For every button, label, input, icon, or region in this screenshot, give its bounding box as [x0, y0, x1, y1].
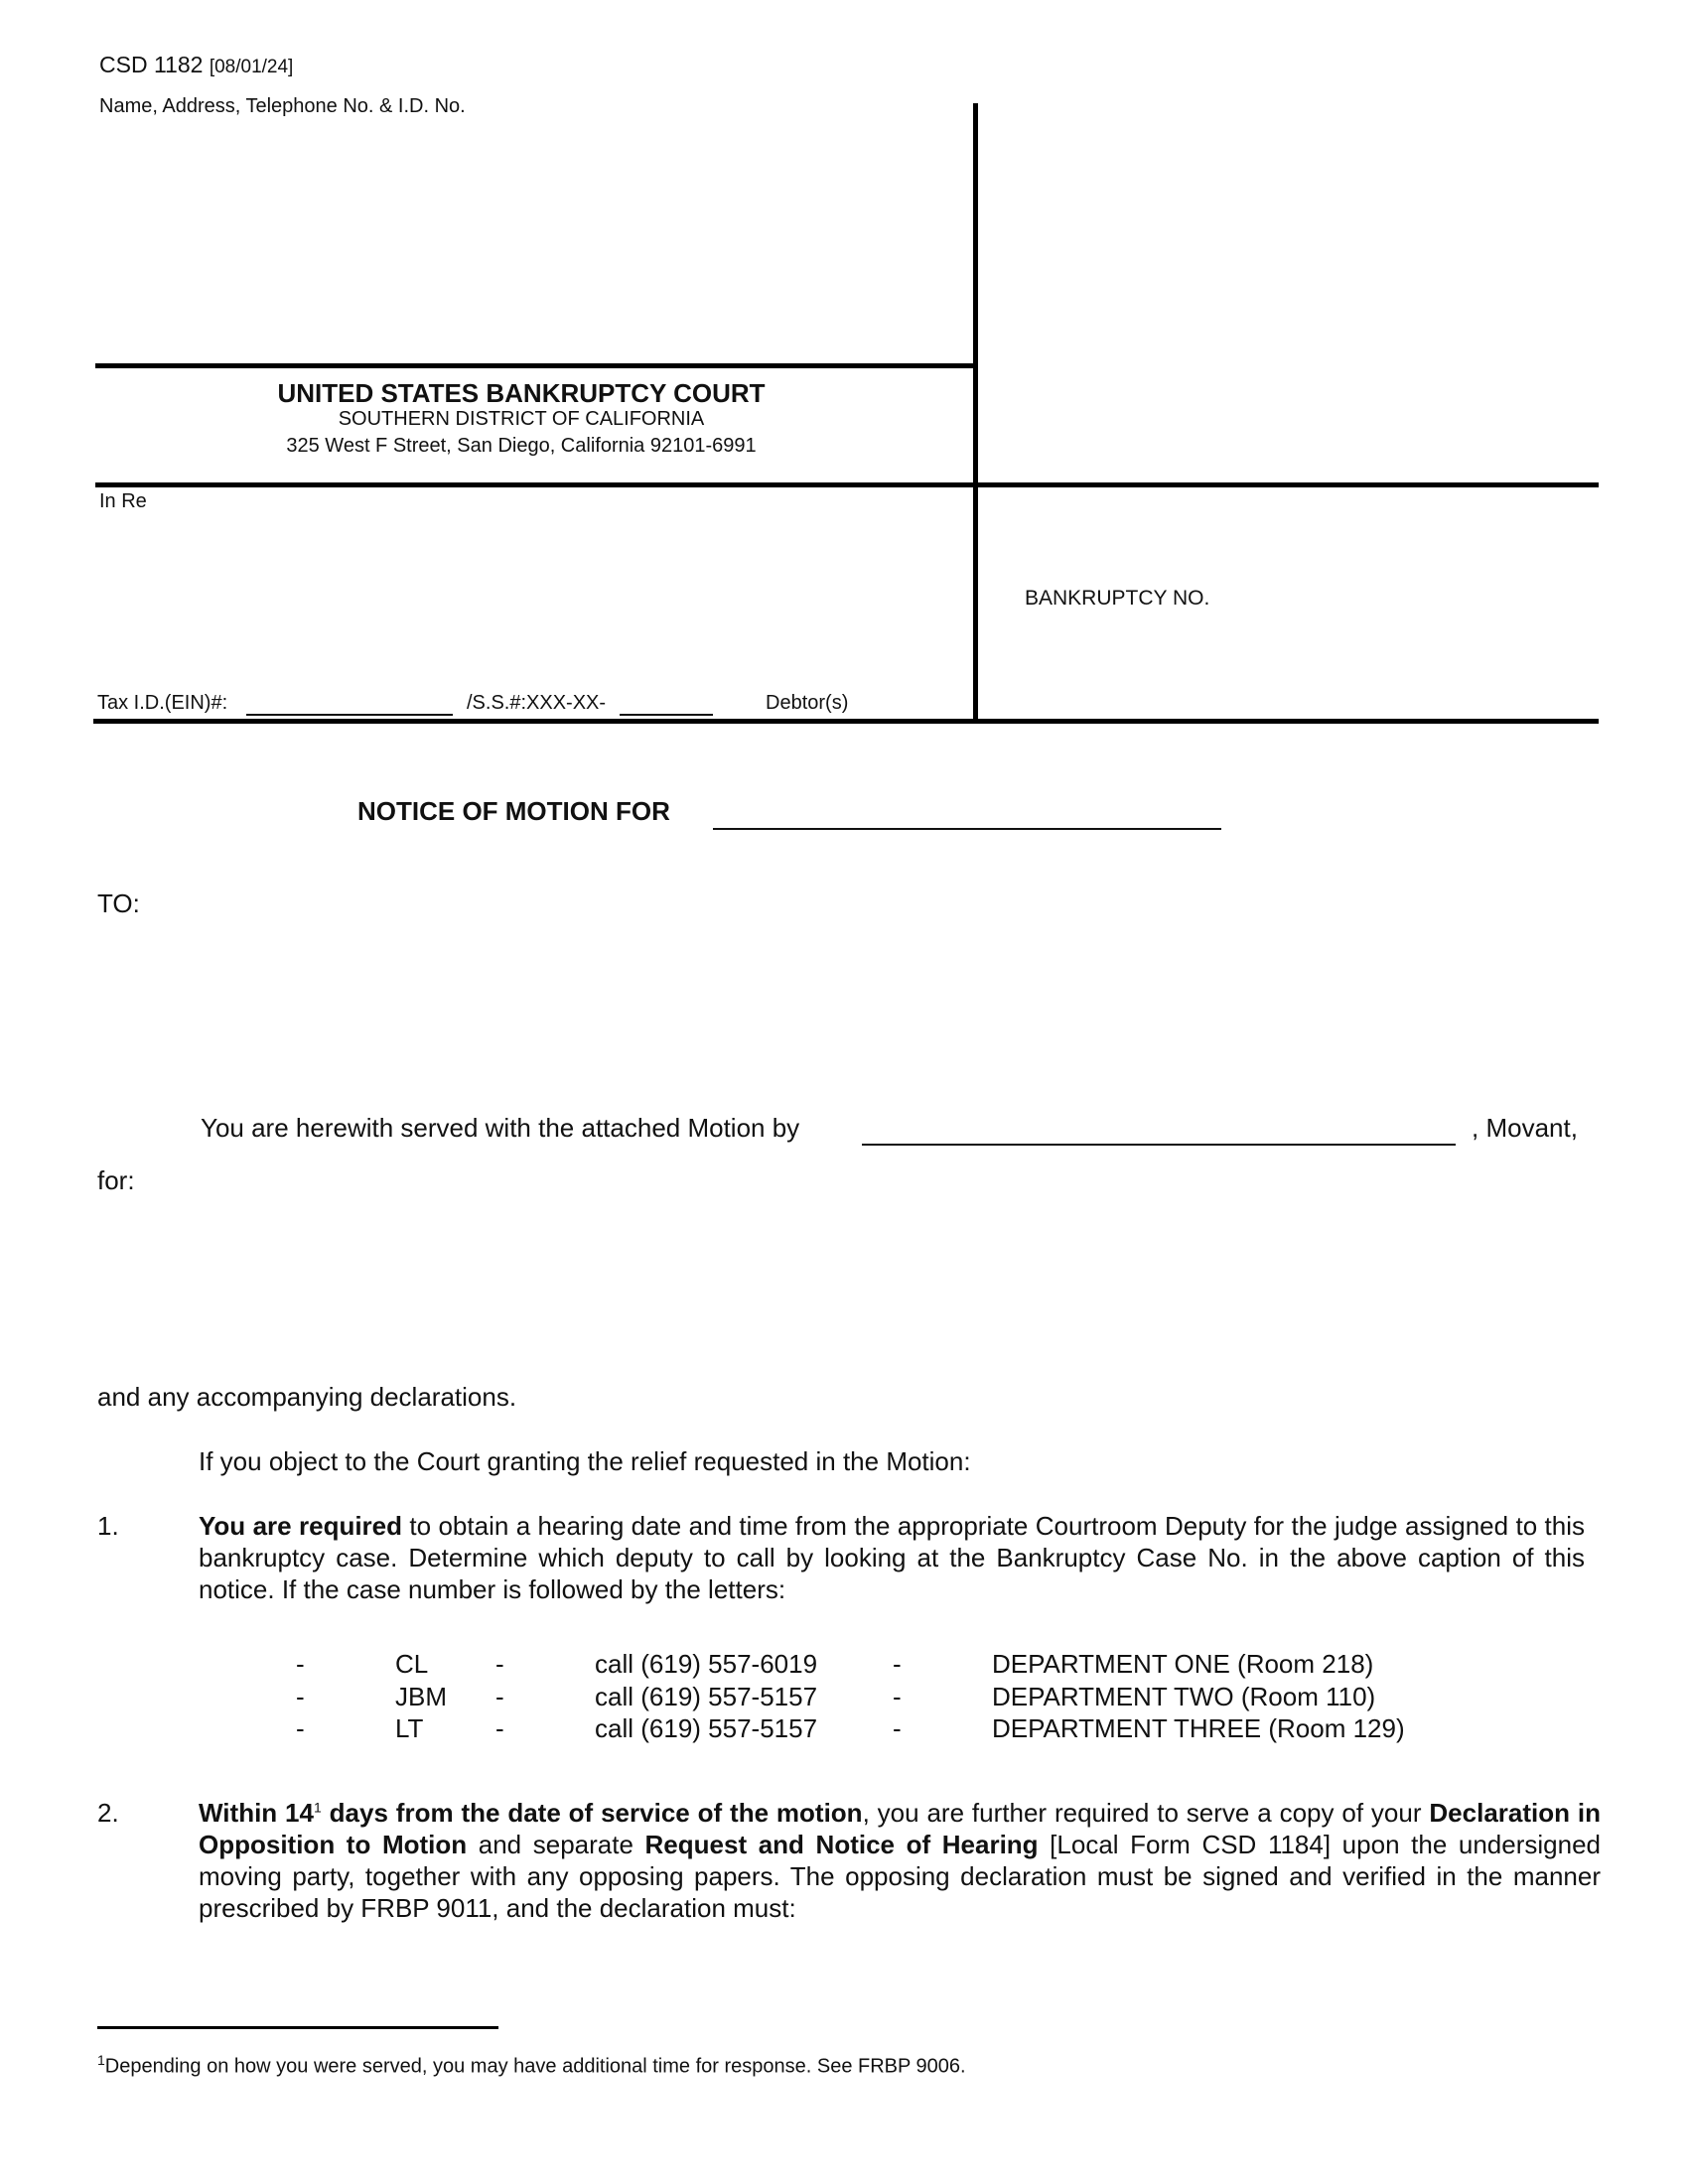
footnote-text: Depending on how you were served, you may have additional time for response. See FRBP 9006.	[104, 2055, 966, 2078]
served-text: You are herewith served with the attached Motion by	[201, 1113, 800, 1143]
for-label: for:	[97, 1165, 135, 1195]
item1-bold-lead: You are required	[199, 1511, 403, 1541]
court-district: SOUTHERN DISTRICT OF CALIFORNIA	[338, 408, 705, 430]
tax-id-label: Tax I.D.(EIN)#:	[97, 692, 228, 714]
dept-phone: call (619) 557-6019	[595, 1649, 818, 1679]
court-name: UNITED STATES BANKRUPTCY COURT	[277, 378, 766, 408]
caption-vertical-divider	[973, 103, 978, 723]
dept-dash: -	[893, 1682, 902, 1711]
tax-id-field[interactable]	[246, 692, 453, 716]
dept-dash: -	[296, 1682, 305, 1711]
ssn-label: /S.S.#:XXX-XX-	[467, 692, 607, 714]
debtor-label: Debtor(s)	[766, 692, 849, 714]
item2-text-a: , you are further required to serve a copy of your	[862, 1798, 1430, 1828]
to-label: TO:	[97, 888, 140, 918]
item2-bold-d: Request and Notice of Hearing	[644, 1830, 1039, 1859]
ssn-field[interactable]	[620, 692, 713, 716]
dept-dash: -	[893, 1649, 902, 1679]
court-address: 325 West F Street, San Diego, California 92101-6991	[286, 435, 757, 457]
dept-name: DEPARTMENT THREE (Room 129)	[992, 1713, 1405, 1743]
motion-for-field[interactable]	[713, 794, 1221, 830]
object-text: If you object to the Court granting the relief requested in the Motion:	[199, 1446, 971, 1476]
dept-dash: -	[495, 1713, 504, 1743]
item2-footnote-ref: 1	[313, 1799, 322, 1816]
item2-bold-b: days from the date of service of the motion	[321, 1798, 863, 1828]
department-row	[0, 1649, 1688, 1681]
notice-title: NOTICE OF MOTION FOR	[357, 796, 670, 826]
department-row	[0, 1682, 1688, 1713]
dept-dash: -	[495, 1649, 504, 1679]
caption-line-bottom	[93, 719, 1599, 724]
item2-bold-a: Within 14	[199, 1798, 314, 1828]
item2-bold-c: Declaration in Opposition to Motion	[199, 1798, 1601, 1859]
dept-phone: call (619) 557-5157	[595, 1682, 818, 1711]
accompanying-text: and any accompanying declarations.	[97, 1382, 517, 1412]
in-re-label: In Re	[99, 490, 147, 512]
item2-paragraph	[199, 1797, 1601, 1924]
dept-phone: call (619) 557-5157	[595, 1713, 818, 1743]
dept-name: DEPARTMENT ONE (Room 218)	[992, 1649, 1374, 1679]
bankruptcy-no-label: BANKRUPTCY NO.	[1025, 587, 1210, 610]
dept-dash: -	[893, 1713, 902, 1743]
movant-text: , Movant,	[1472, 1113, 1578, 1143]
caption-line-court-top	[95, 363, 975, 368]
item1-number: 1.	[97, 1511, 119, 1541]
dept-dash: -	[296, 1649, 305, 1679]
dept-dash: -	[495, 1682, 504, 1711]
movant-field[interactable]	[862, 1110, 1456, 1146]
form-number-code: CSD 1182	[99, 52, 204, 77]
footnote-marker: 1	[97, 2052, 105, 2068]
form-number	[99, 52, 293, 78]
caption-line-court-bottom	[95, 482, 1599, 487]
name-address-label: Name, Address, Telephone No. & I.D. No.	[99, 95, 466, 117]
item2-text-b: and separate	[467, 1830, 645, 1859]
item2-number: 2.	[97, 1798, 119, 1828]
dept-name: DEPARTMENT TWO (Room 110)	[992, 1682, 1376, 1711]
item1-text: to obtain a hearing date and time from the appropriate Courtroom Deputy for the judge assigned to this bankruptcy case. Determine which deputy to call by looking at the Bankruptcy Case No. in the above caption of this notice. If the case number is followed by the letters:	[199, 1511, 1585, 1604]
form-number-date: [08/01/24]	[209, 57, 294, 77]
item2-text-c: [Local Form CSD 1184] upon the undersigned moving party, together with any opposing papers. The opposing declaration must be signed and verified in the manner prescribed by FRBP 9011, and the declaration must:	[199, 1830, 1602, 1923]
dept-dash: -	[296, 1713, 305, 1743]
dept-code: CL	[395, 1649, 429, 1679]
footnote-separator	[97, 2026, 498, 2029]
item1-paragraph	[199, 1510, 1585, 1605]
department-row	[0, 1713, 1688, 1745]
dept-code: JBM	[395, 1682, 447, 1711]
footnote	[97, 2052, 966, 2079]
dept-code: LT	[395, 1713, 424, 1743]
